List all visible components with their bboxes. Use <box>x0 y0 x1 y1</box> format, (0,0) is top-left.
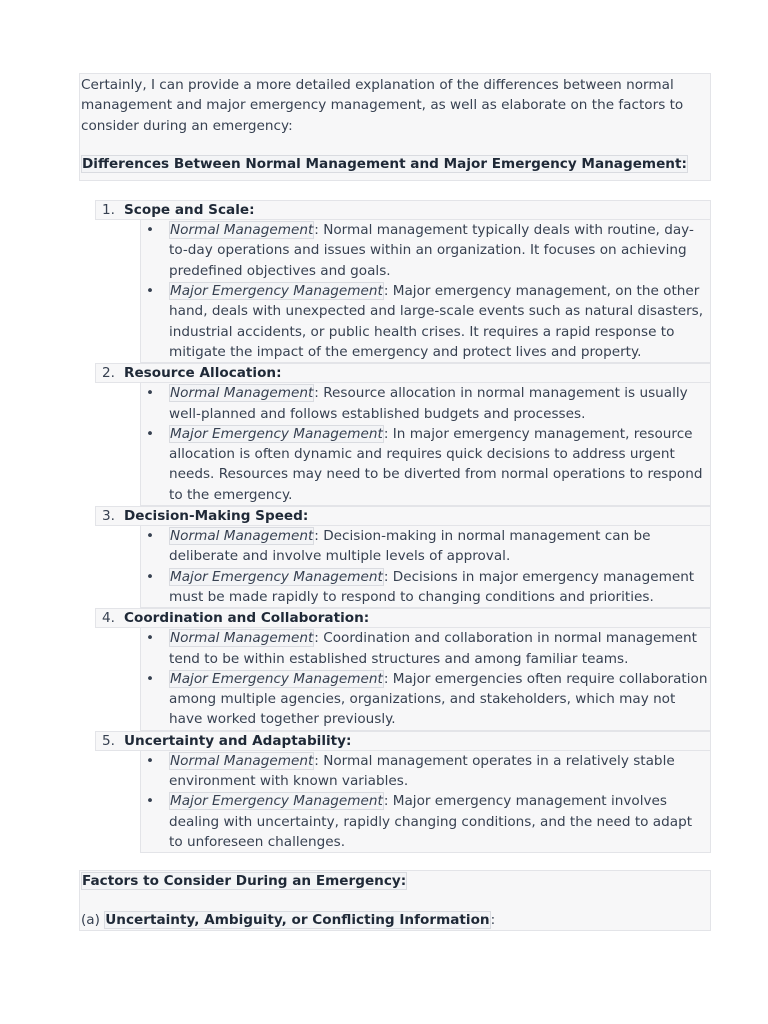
sub-item-text: : Resource allocation in normal management is usually well-planned and follows established budgets and processes. <box>169 385 688 422</box>
section-item <box>95 200 711 363</box>
sub-item-text: : Major emergency management, on the other hand, deals with unexpected and large-scale events such as natural disasters, industrial accidents, or public health crises. It requires a rapid response to mitigate the impact of the emergency and protect lives and property. <box>169 283 704 360</box>
sub-item <box>141 669 708 730</box>
section-sublist <box>140 220 711 363</box>
section-item <box>95 731 711 853</box>
bullet-icon: • <box>146 568 155 585</box>
section-title: Coordination and Collaboration: <box>124 610 370 627</box>
section-item <box>95 506 711 608</box>
factor-a-prefix: (a) <box>81 911 105 928</box>
section-number: 4. <box>102 610 115 627</box>
sub-item <box>141 791 708 852</box>
section-title: Uncertainty and Adaptability: <box>124 732 352 749</box>
bullet-icon: • <box>146 670 155 687</box>
section-header <box>95 200 711 220</box>
section-title: Scope and Scale: <box>124 202 255 219</box>
section-sublist <box>140 383 711 506</box>
intro-paragraph: Certainly, I can provide a more detailed explanation of the differences between normal management and major emergency management, as well as elaborate on the factors to consider during an emergency: <box>81 77 684 134</box>
bullet-icon: • <box>146 630 155 647</box>
sub-item <box>141 220 708 281</box>
sub-item-label: Major Emergency Management <box>170 425 383 442</box>
sub-item <box>141 567 708 608</box>
intro-block <box>79 73 711 181</box>
bullet-icon: • <box>146 528 155 545</box>
section-header <box>95 363 711 383</box>
section-sublist <box>140 526 711 608</box>
section-number: 1. <box>102 202 115 219</box>
sub-item <box>141 628 708 669</box>
sub-item-label: Normal Management <box>170 528 314 545</box>
sub-item <box>141 424 708 505</box>
differences-list <box>95 200 711 853</box>
section-number: 2. <box>102 365 115 382</box>
sub-item-label: Major Emergency Management <box>170 568 383 585</box>
factor-a-title: Uncertainty, Ambiguity, or Conflicting Information <box>105 911 490 928</box>
section-header <box>95 506 711 526</box>
sub-item-label: Normal Management <box>170 630 314 647</box>
sub-item-text: : Decisions in major emergency management must be made rapidly to respond to changing conditions and priorities. <box>169 568 695 605</box>
differences-heading <box>81 154 708 174</box>
sub-item-label: Major Emergency Management <box>170 670 383 687</box>
sub-item <box>141 751 708 792</box>
factors-heading-text: Factors to Consider During an Emergency: <box>82 873 407 890</box>
sub-item-text: : Normal management typically deals with routine, day-to-day operations and issues within an organization. It focuses on achieving predefined objectives and goals. <box>169 222 694 279</box>
bullet-icon: • <box>146 385 155 402</box>
factors-heading <box>81 871 708 891</box>
sub-item <box>141 526 708 567</box>
section-title: Decision-Making Speed: <box>124 508 309 525</box>
section-title: Resource Allocation: <box>124 365 282 382</box>
sub-item-text: : Decision-making in normal management can be deliberate and involve multiple levels of approval. <box>169 528 651 565</box>
section-number: 3. <box>102 508 115 525</box>
section-sublist <box>140 628 711 730</box>
sub-item-label: Normal Management <box>170 385 314 402</box>
bullet-icon: • <box>146 222 155 239</box>
sub-item-label: Normal Management <box>170 752 314 769</box>
section-header <box>95 608 711 628</box>
sub-item-label: Major Emergency Management <box>170 283 383 300</box>
sub-item-text: : Normal management operates in a relatively stable environment with known variables. <box>169 752 675 790</box>
section-item <box>95 608 711 730</box>
section-header <box>95 731 711 751</box>
sub-item-text: : In major emergency management, resource allocation is often dynamic and requires quick decisions to address urgent needs. Resources may need to be diverted from normal operations to respond to the emergency. <box>169 425 703 503</box>
sub-item-label: Major Emergency Management <box>170 793 383 810</box>
section-number: 5. <box>102 732 115 749</box>
sub-item <box>141 281 708 362</box>
bullet-icon: • <box>146 283 155 300</box>
factor-a <box>81 910 708 930</box>
section-item <box>95 363 711 506</box>
factors-block <box>79 870 711 931</box>
factor-a-suffix: : <box>490 911 496 928</box>
sub-item <box>141 383 708 424</box>
sub-item-text: : Major emergencies often require collaboration among multiple agencies, organizations, and stakeholders, which may not have worked together previously. <box>169 670 708 728</box>
bullet-icon: • <box>146 793 155 810</box>
document-body <box>79 73 711 931</box>
bullet-icon: • <box>146 752 155 769</box>
sub-item-label: Normal Management <box>170 222 314 239</box>
sub-item-text: : Major emergency management involves dealing with uncertainty, rapidly changing conditions, and the need to adapt to unforeseen challenges. <box>169 793 693 850</box>
section-sublist <box>140 751 711 853</box>
differences-heading-text: Differences Between Normal Management and Major Emergency Management: <box>82 155 687 172</box>
bullet-icon: • <box>146 425 155 442</box>
sub-item-text: : Coordination and collaboration in normal management tend to be within established structures and among familiar teams. <box>169 630 697 667</box>
